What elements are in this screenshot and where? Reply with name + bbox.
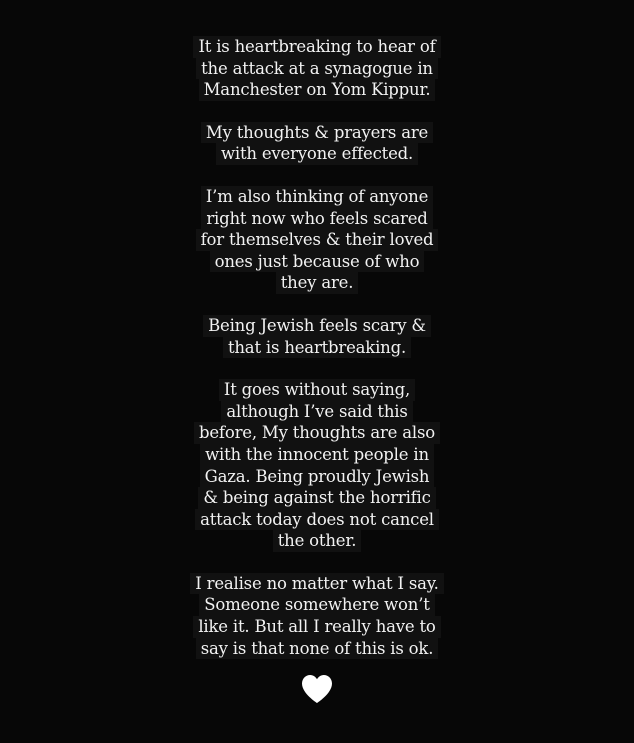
text-line: the other. <box>273 530 362 552</box>
story-text-block <box>192 36 442 680</box>
text-line: It goes without saying, <box>219 379 415 401</box>
paragraph-1 <box>193 36 440 101</box>
text-line: It is heartbreaking to hear of <box>193 36 440 58</box>
text-line: Gaza. Being proudly Jewish <box>200 466 435 488</box>
text-line: Someone somewhere won’t <box>199 594 434 616</box>
paragraph-2 <box>201 122 433 165</box>
text-line: with the innocent people in <box>200 444 434 466</box>
text-line: ones just because of who <box>210 251 425 273</box>
paragraph-4 <box>203 315 431 358</box>
text-line: for themselves & their loved <box>196 229 439 251</box>
text-line: right now who feels scared <box>201 208 432 230</box>
text-line: the attack at a synagogue in <box>196 58 438 80</box>
text-line: that is heartbreaking. <box>223 337 411 359</box>
text-line: I’m also thinking of anyone <box>201 186 433 208</box>
text-line: before, My thoughts are also <box>194 422 440 444</box>
paragraph-6 <box>190 573 443 659</box>
text-line: they are. <box>276 272 359 294</box>
text-line: I realise no matter what I say. <box>190 573 443 595</box>
text-line: although I’ve said this <box>221 401 412 423</box>
text-line: like it. But all I really have to <box>193 616 440 638</box>
paragraph-5 <box>194 379 440 552</box>
text-line: with everyone effected. <box>216 143 418 165</box>
heart-icon <box>301 674 333 704</box>
text-line: My thoughts & prayers are <box>201 122 433 144</box>
text-line: & being against the horrific <box>198 487 435 509</box>
text-line: Manchester on Yom Kippur. <box>199 79 436 101</box>
text-line: say is that none of this is ok. <box>196 638 439 660</box>
text-line: attack today does not cancel <box>195 509 439 531</box>
paragraph-3 <box>196 186 439 294</box>
text-line: Being Jewish feels scary & <box>203 315 431 337</box>
